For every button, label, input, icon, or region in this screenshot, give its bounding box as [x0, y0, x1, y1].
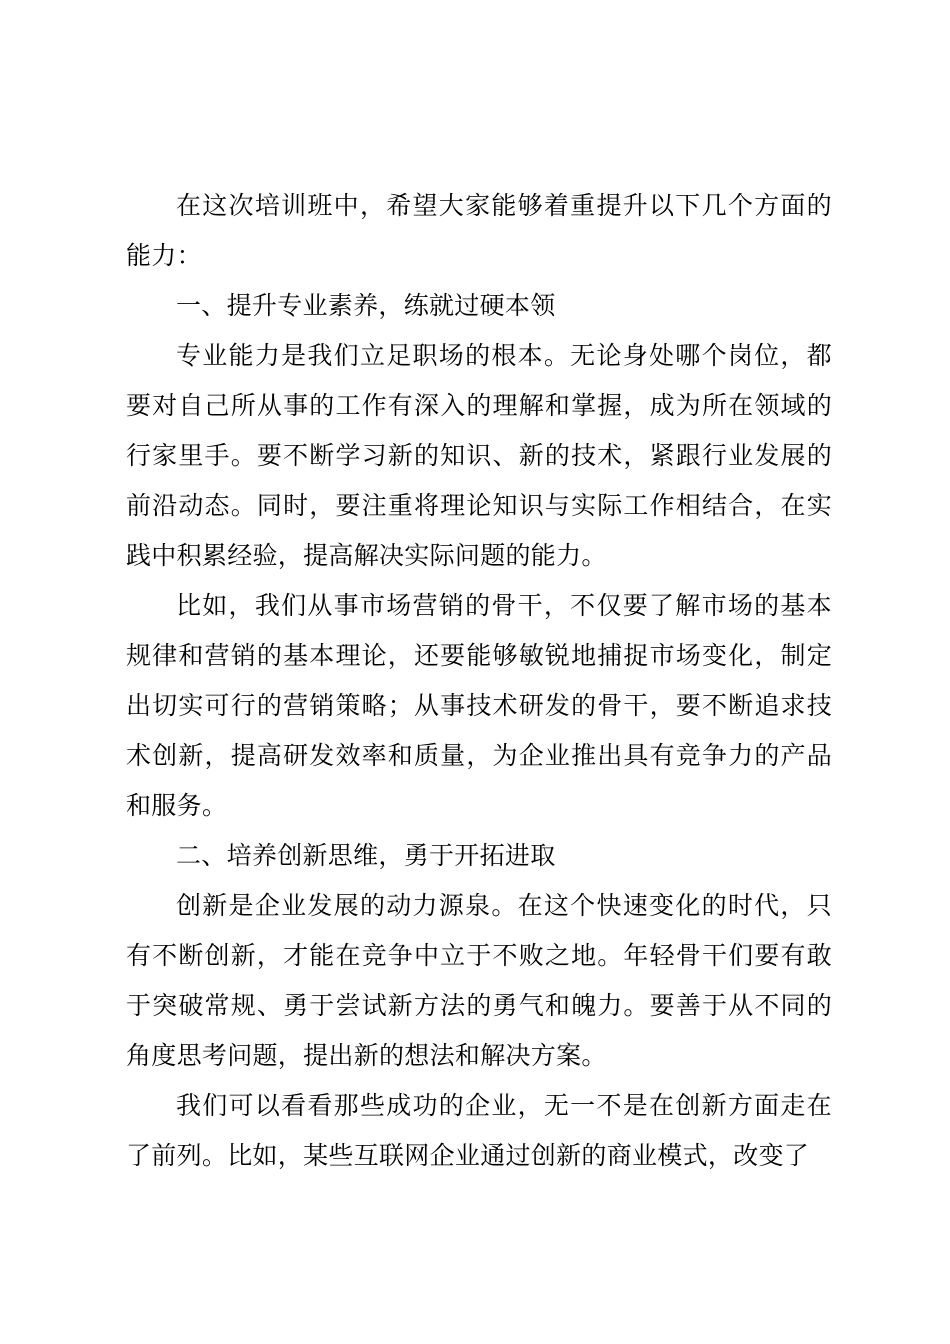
body-paragraph: 专业能力是我们立足职场的根本。无论身处哪个岗位，都要对自己所从事的工作有深入的理解和掌握，成为所在领域的行家里手。要不断学习新的知识、新的技术，紧跟行业发展的前沿动态。同时，要注重将理论知识与实际工作相结合，在实践中积累经验，提高解决实际问题的能力。 — [126, 341, 832, 570]
document-body — [126, 181, 832, 1181]
body-paragraph: 比如，我们从事市场营销的骨干，不仅要了解市场的基本规律和营销的基本理论，还要能够敏锐地捕捉市场变化，制定出切实可行的营销策略；从事技术研发的骨干，要不断追求技术创新，提高研发效率和质量，为企业推出具有竞争力的产品和服务。 — [126, 591, 832, 820]
intro-paragraph: 在这次培训班中，希望大家能够着重提升以下几个方面的能力： — [126, 191, 832, 270]
body-paragraph: 我们可以看看那些成功的企业，无一不是在创新方面走在了前列。比如，某些互联网企业通过创新的商业模式，改变了 — [126, 1091, 832, 1170]
section-heading-1: 一、提升专业素养，练就过硬本领 — [176, 291, 556, 320]
section-heading-2: 二、培养创新思维，勇于开拓进取 — [176, 841, 556, 870]
body-paragraph: 创新是企业发展的动力源泉。在这个快速变化的时代，只有不断创新，才能在竞争中立于不败之地。年轻骨干们要有敢于突破常规、勇于尝试新方法的勇气和魄力。要善于从不同的角度思考问题，提出新的想法和解决方案。 — [126, 891, 832, 1070]
